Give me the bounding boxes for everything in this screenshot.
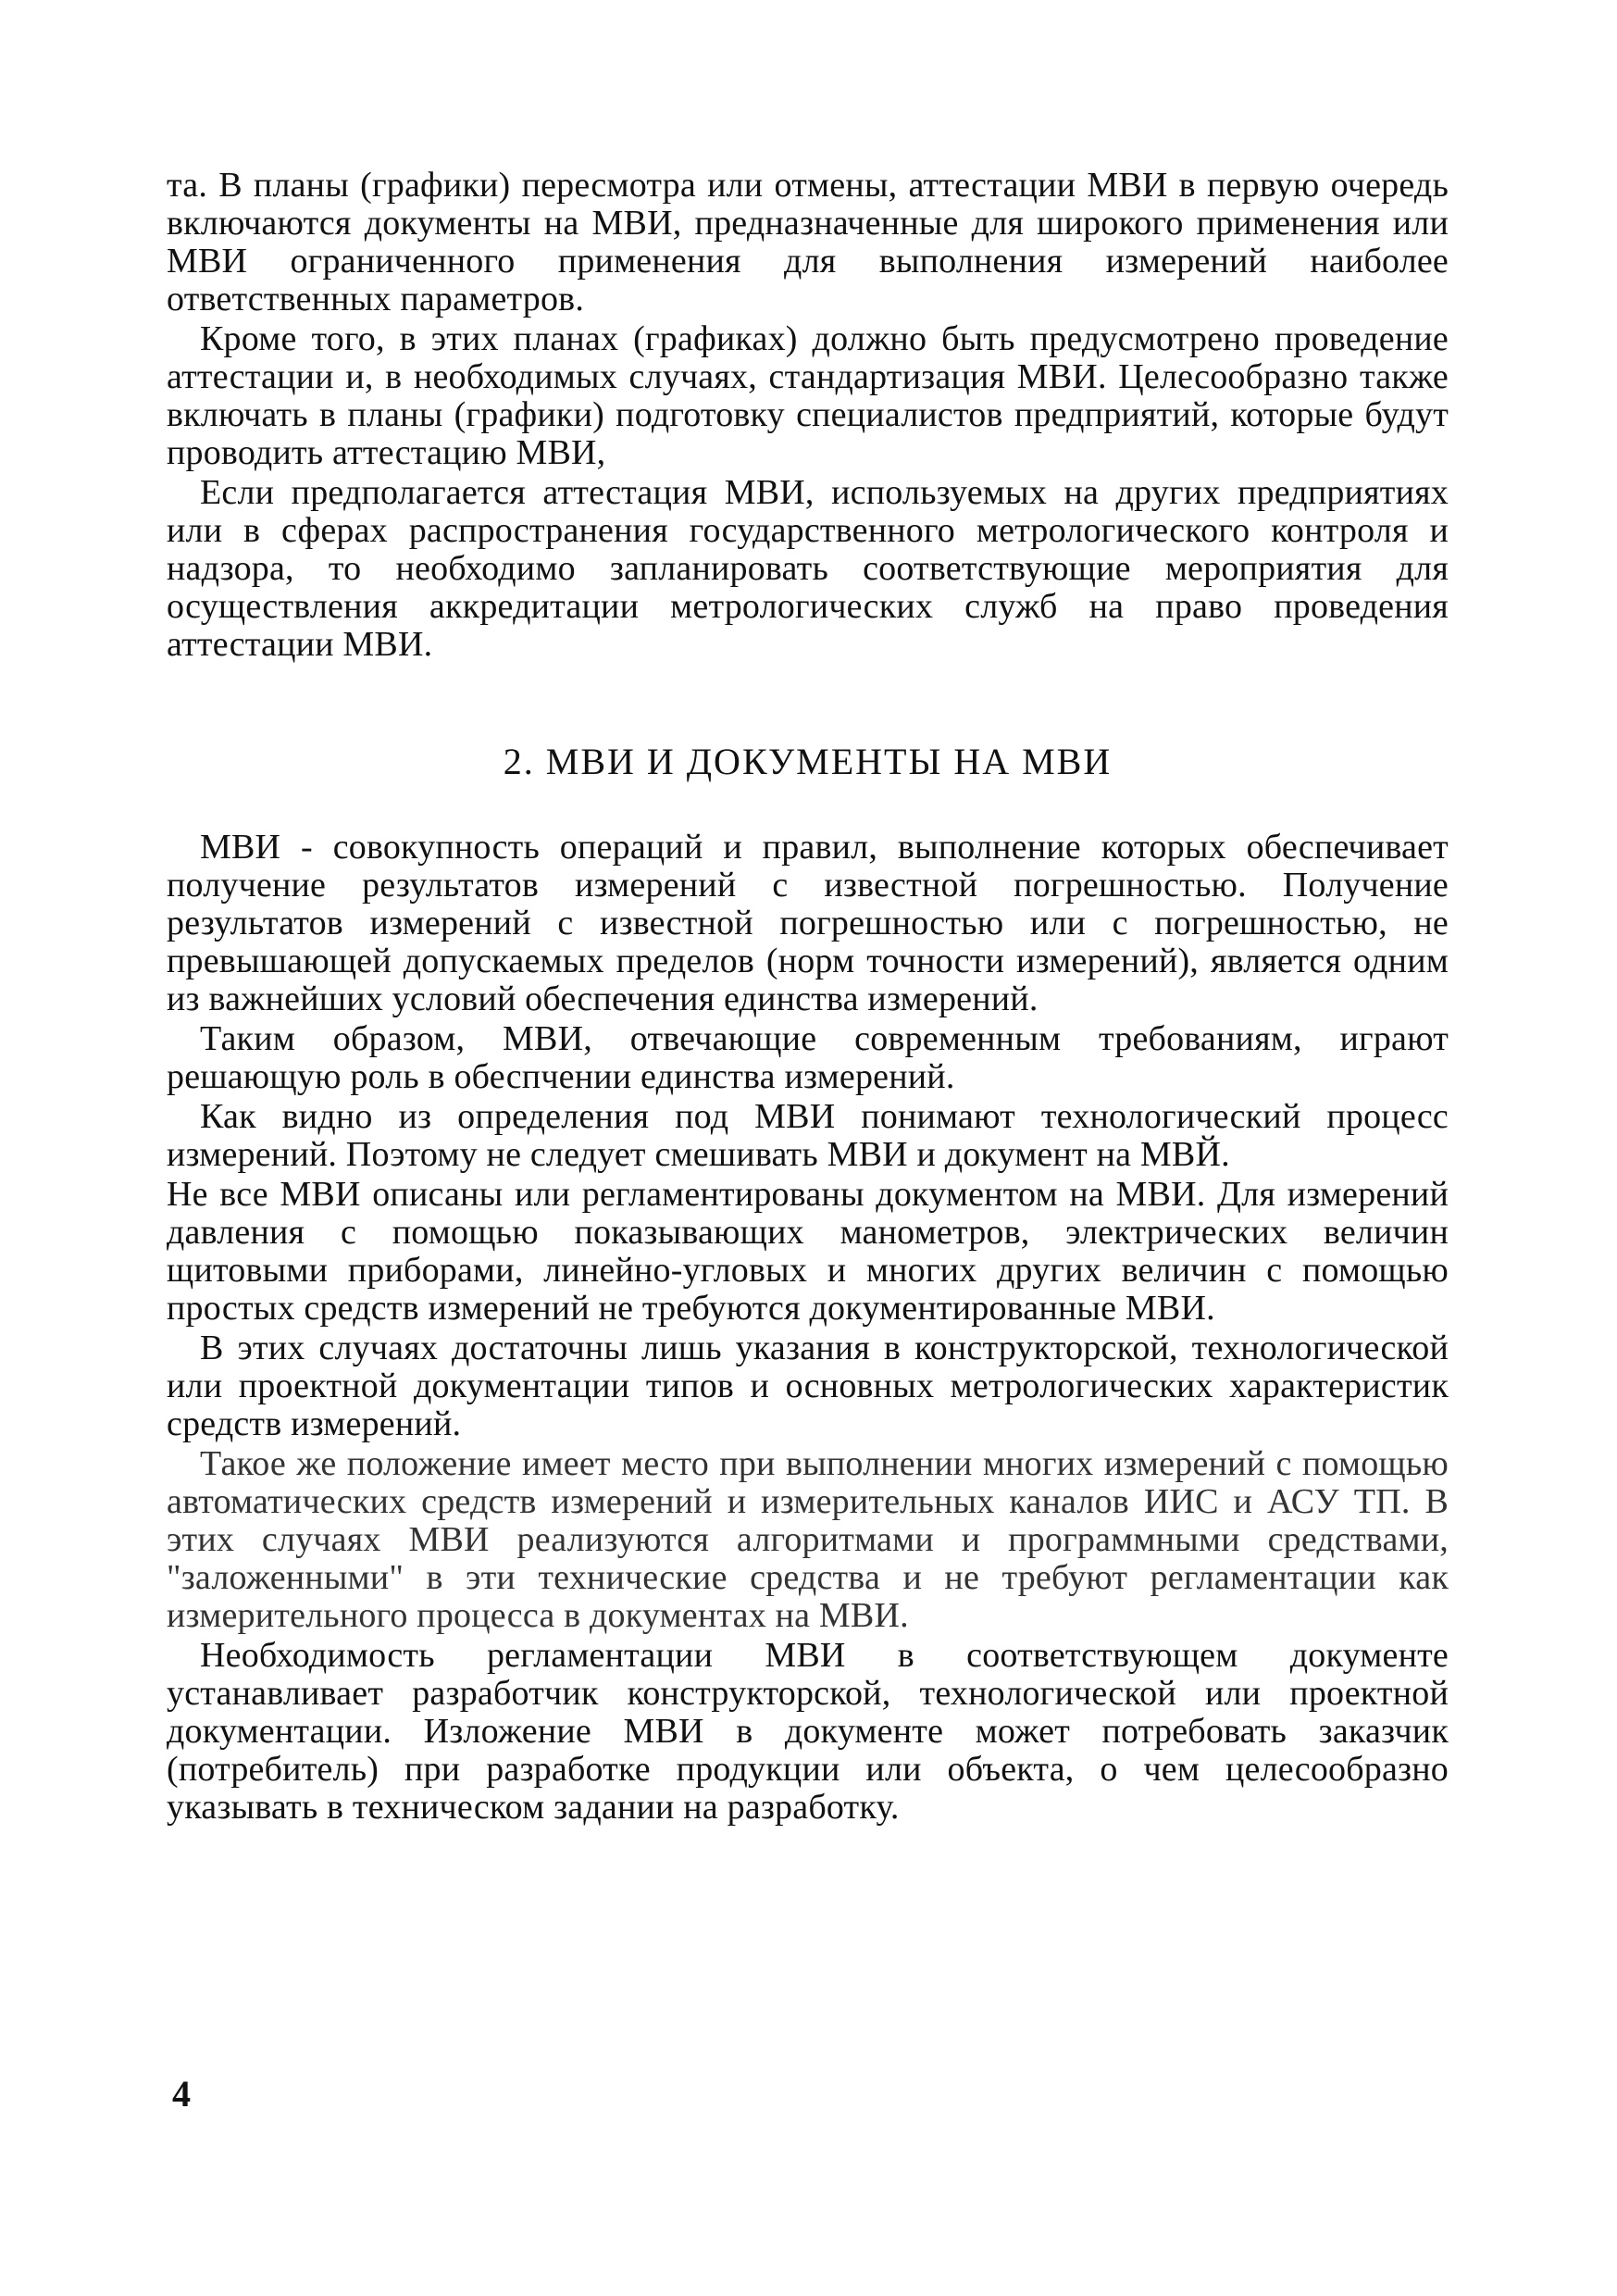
paragraph-mvi-role: Таким образом, МВИ, отвечающие современным требованиям, играют решающую роль в обеспчении единства измерений. bbox=[167, 1019, 1449, 1096]
paragraph-mvi-instructions: В этих случаях достаточны лишь указания в конструкторской, технологической или проектной документации типов и основных метрологических характеристик средств измерений. bbox=[167, 1329, 1449, 1443]
paragraph-mvi-process: Как видно из определения под МВИ понимают технологический процесс измерений. Поэтому не следует смешивать МВИ и документ на МВЙ. bbox=[167, 1097, 1449, 1174]
paragraph-accreditation: Если предполагается аттестация МВИ, используемых на других предприятиях или в сферах распространения государственного метрологического контроля и надзора, то необходимо запланировать соответствующие мероприятия для осуществления аккредитации метрологических служб на право проведения аттестации МВИ. bbox=[167, 473, 1449, 664]
page-number: 4 bbox=[172, 2073, 191, 2115]
paragraph-mvi-definition: МВИ - совокупность операций и правил, выполнение которых обеспечивает получение результатов измерений с известной погрешностью. Получение результатов измерений с известной погрешностью или с погрешностью, не превышающей допускаемых пределов (норм точности измерений), является одним из важнейших условий обеспечения единства измерений. bbox=[167, 828, 1449, 1018]
paragraph-mvi-regulation: Необходимость регламентации МВИ в соответствующем документе устанавливает разработчик конструкторской, технологической или проектной документации. Изложение МВИ в документе может потребовать заказчик (потребитель) при разработке продукции или объекта, о чем целесообразно указывать в техническом задании на разработку. bbox=[167, 1636, 1449, 1827]
paragraph-mvi-automatic: Такое же положение имеет место при выполнении многих измерений с помощью автоматических средств измерений и измерительных каналов ИИС и АСУ ТП. В этих случаях МВИ реализуются алгоритмами и программными средствами, "заложенными" в эти технические средства и не требуют регламентации как измерительного процесса в документах на МВИ. bbox=[167, 1444, 1449, 1635]
paragraph-plans-attestation: Кроме того, в этих планах (графиках) должно быть предусмотрено проведение аттестации и, в необходимых случаях, стандартизация МВИ. Целесообразно также включать в планы (графики) подготовку специалистов предприятий, которые будут проводить аттестацию МВИ, bbox=[167, 319, 1449, 472]
paragraph-plans-continued: та. В планы (графики) пересмотра или отмены, аттестации МВИ в первую очередь включаются документы на МВИ, предназначенные для широкого применения или МВИ ограниченного применения для выполнения измерений наиболее ответственных параметров. bbox=[167, 166, 1449, 318]
section-heading: 2. МВИ И ДОКУМЕНТЫ НА МВИ bbox=[503, 741, 1113, 782]
section-text-block bbox=[167, 829, 1449, 1827]
intro-text-block bbox=[167, 167, 1449, 664]
paragraph-mvi-not-documented: Не все МВИ описаны или регламентированы документом на МВИ. Для измерений давления с помощью показывающих манометров, электрических величин щитовыми приборами, линейно-угловых и многих других величин с помощью простых средств измерений не требуются документированные МВИ. bbox=[167, 1175, 1449, 1328]
